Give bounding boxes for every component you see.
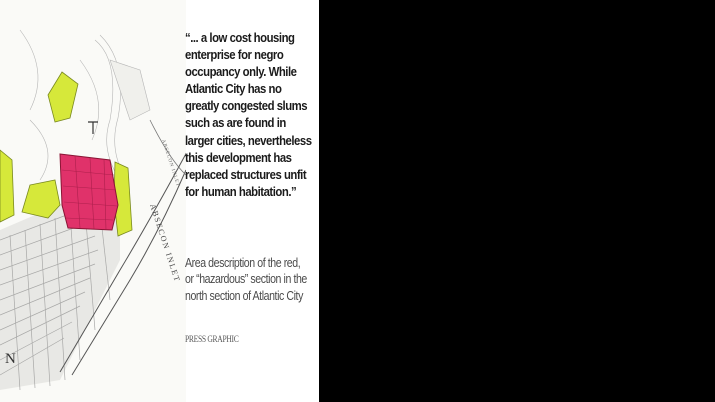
inlet-label-secondary: ABSECON INLET	[160, 139, 181, 188]
north-arrow-label: N	[5, 351, 16, 367]
black-background-area	[319, 0, 715, 402]
redlining-map	[0, 0, 186, 402]
image-credit: PRESS GRAPHIC	[185, 335, 239, 345]
yellow-zone-west	[0, 150, 14, 222]
inlet-label: ABSECON INLET	[148, 202, 182, 284]
map-description: Area description of the red, or “hazardous” section in the north section of Atlantic City	[185, 256, 307, 303]
quote-text: “... a low cost housing enterprise for negro occupancy only. While Atlantic City has no greatly congested slums such as are found in larger cities, nevertheless this development has replaced structures unfit for human habitation.”	[185, 30, 312, 199]
red-hazardous-zone	[60, 154, 118, 230]
caption-block	[185, 29, 315, 200]
redlining-map-drawing	[0, 0, 186, 402]
article-image-panel	[0, 0, 319, 402]
